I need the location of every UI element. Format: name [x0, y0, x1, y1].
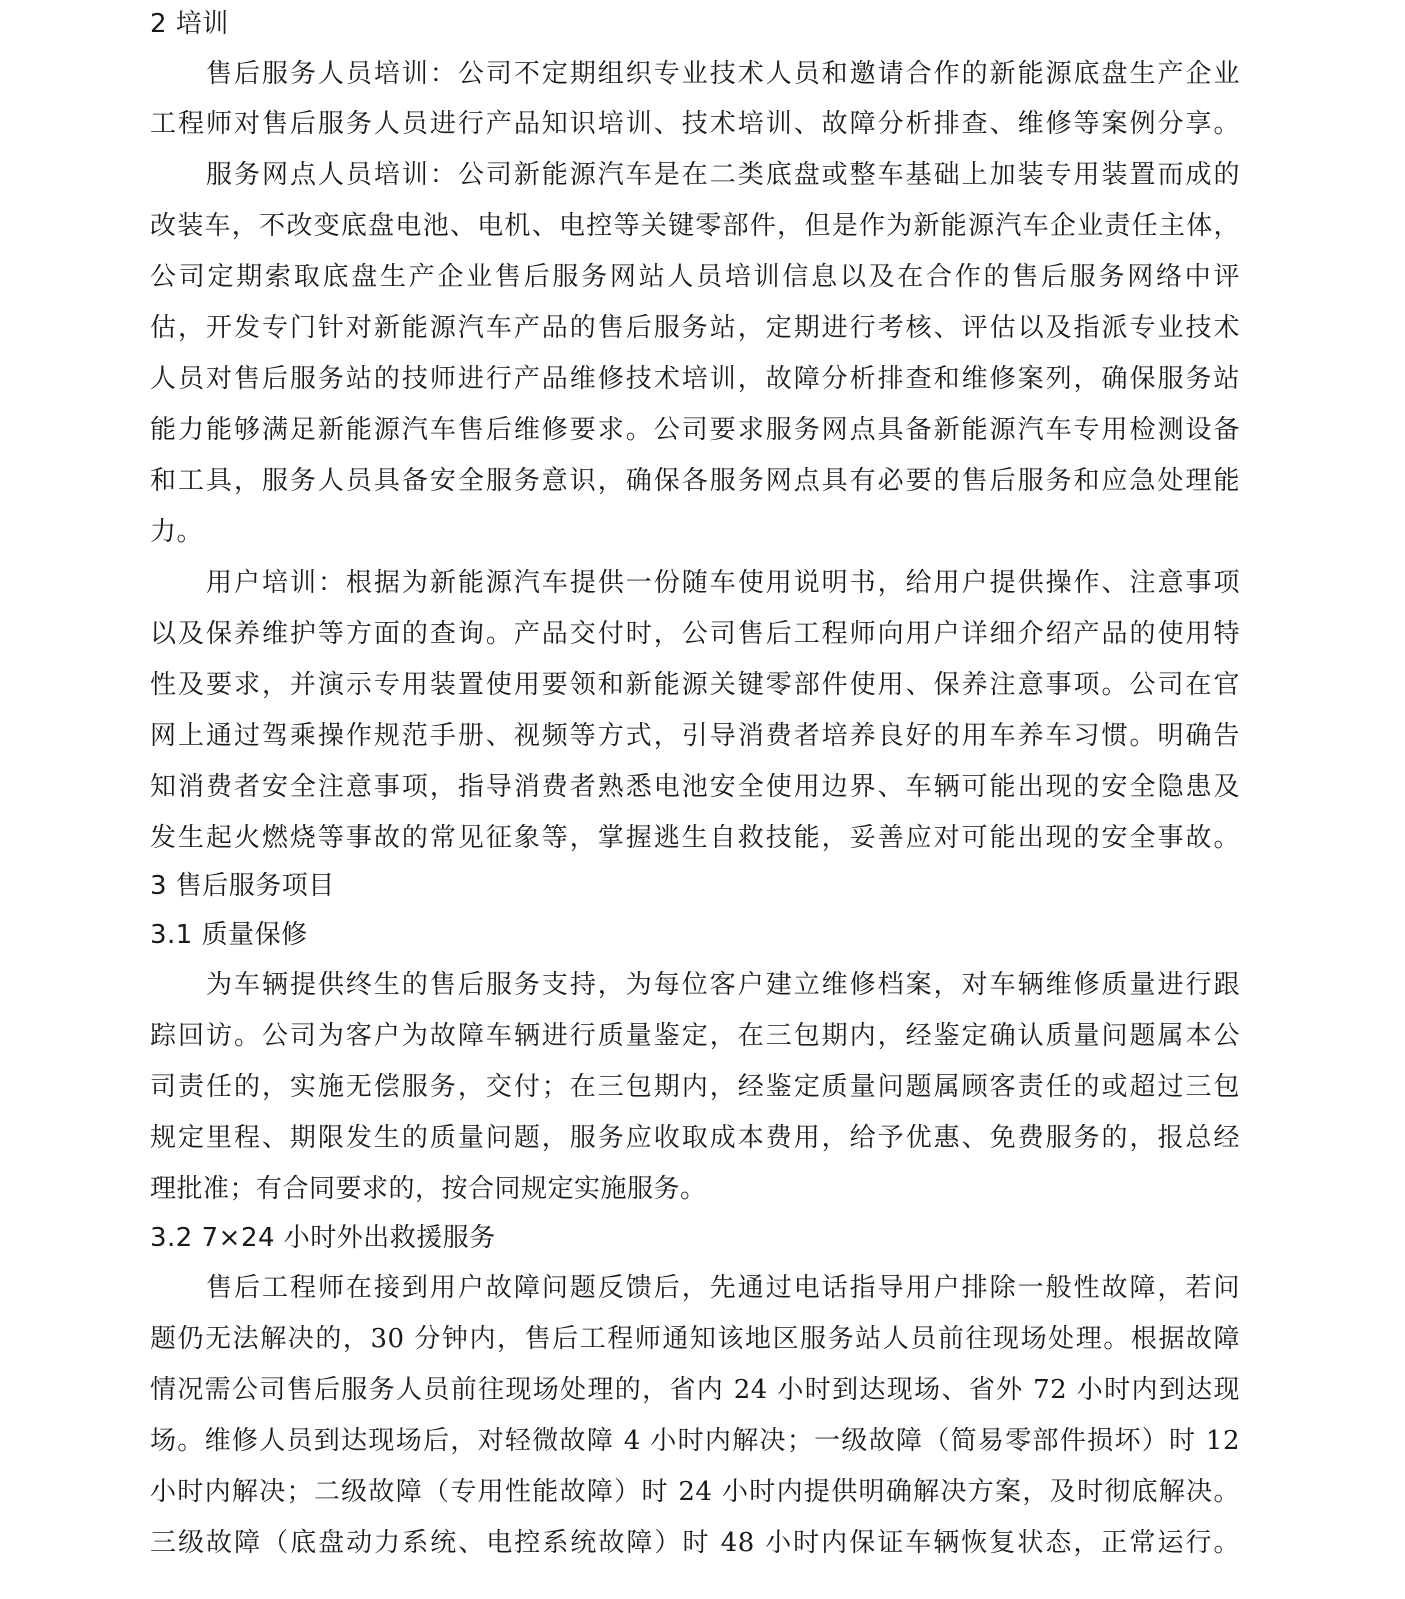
- paragraph-line: 服务网点人员培训：公司新能源汽车是在二类底盘或整车基础上加装专用装置而成的: [206, 160, 1240, 190]
- paragraph-line: 踪回访。公司为客户为故障车辆进行质量鉴定，在三包期内，经鉴定确认质量问题属本公: [150, 1021, 1240, 1051]
- paragraph-line: 小时内解决；二级故障（专用性能故障）时 24 小时内提供明确解决方案，及时彻底解决。: [150, 1477, 1240, 1507]
- paragraph-line: 售后工程师在接到用户故障问题反馈后，先通过电话指导用户排除一般性故障，若问: [206, 1273, 1240, 1303]
- paragraph-line: 司责任的，实施无偿服务，交付；在三包期内，经鉴定质量问题属顾客责任的或超过三包: [150, 1072, 1240, 1102]
- section-heading-training: 2 培训: [150, 9, 229, 39]
- paragraph-line: 性及要求，并演示专用装置使用要领和新能源关键零部件使用、保养注意事项。公司在官: [150, 670, 1240, 700]
- paragraph-line: 改装车，不改变底盘电池、电机、电控等关键零部件，但是作为新能源汽车企业责任主体，: [150, 211, 1240, 241]
- paragraph-line: 知消费者安全注意事项，指导消费者熟悉电池安全使用边界、车辆可能出现的安全隐患及: [150, 772, 1240, 802]
- paragraph-line: 网上通过驾乘操作规范手册、视频等方式，引导消费者培养良好的用车养车习惯。明确告: [150, 721, 1240, 751]
- paragraph-line: 理批准；有合同要求的，按合同规定实施服务。: [150, 1174, 707, 1204]
- paragraph-line: 能力能够满足新能源汽车售后维修要求。公司要求服务网点具备新能源汽车专用检测设备: [150, 415, 1240, 445]
- subsection-heading-quality-warranty: 3.1 质量保修: [150, 920, 308, 950]
- paragraph-line: 工程师对售后服务人员进行产品知识培训、技术培训、故障分析排查、维修等案例分享。: [150, 109, 1240, 139]
- paragraph-line: 发生起火燃烧等事故的常见征象等，掌握逃生自救技能，妥善应对可能出现的安全事故。: [150, 823, 1240, 853]
- paragraph-line: 为车辆提供终生的售后服务支持，为每位客户建立维修档案，对车辆维修质量进行跟: [206, 970, 1240, 1000]
- paragraph-line: 规定里程、期限发生的质量问题，服务应收取成本费用，给予优惠、免费服务的，报总经: [150, 1123, 1240, 1153]
- subsection-heading-rescue-service: 3.2 7×24 小时外出救援服务: [150, 1223, 496, 1253]
- section-heading-after-sales-items: 3 售后服务项目: [150, 871, 335, 901]
- paragraph-line: 估，开发专门针对新能源汽车产品的售后服务站，定期进行考核、评估以及指派专业技术: [150, 313, 1240, 343]
- paragraph-line: 情况需公司售后服务人员前往现场处理的，省内 24 小时到达现场、省外 72 小时内到达现: [150, 1375, 1240, 1405]
- paragraph-line: 题仍无法解决的，30 分钟内，售后工程师通知该地区服务站人员前往现场处理。根据故障: [150, 1324, 1240, 1354]
- paragraph-line: 用户培训：根据为新能源汽车提供一份随车使用说明书，给用户提供操作、注意事项: [206, 568, 1240, 598]
- paragraph-line: 售后服务人员培训：公司不定期组织专业技术人员和邀请合作的新能源底盘生产企业: [206, 59, 1240, 89]
- paragraph-line: 力。: [150, 517, 204, 547]
- paragraph-line: 公司定期索取底盘生产企业售后服务网站人员培训信息以及在合作的售后服务网络中评: [150, 262, 1240, 292]
- paragraph-line: 人员对售后服务站的技师进行产品维修技术培训，故障分析排查和维修案列，确保服务站: [150, 364, 1240, 394]
- paragraph-line: 以及保养维护等方面的查询。产品交付时，公司售后工程师向用户详细介绍产品的使用特: [150, 619, 1240, 649]
- paragraph-line: 场。维修人员到达现场后，对轻微故障 4 小时内解决；一级故障（简易零部件损坏）时 12: [150, 1426, 1240, 1456]
- paragraph-line: 三级故障（底盘动力系统、电控系统故障）时 48 小时内保证车辆恢复状态，正常运行。: [150, 1528, 1240, 1558]
- paragraph-line: 和工具，服务人员具备安全服务意识，确保各服务网点具有必要的售后服务和应急处理能: [150, 466, 1240, 496]
